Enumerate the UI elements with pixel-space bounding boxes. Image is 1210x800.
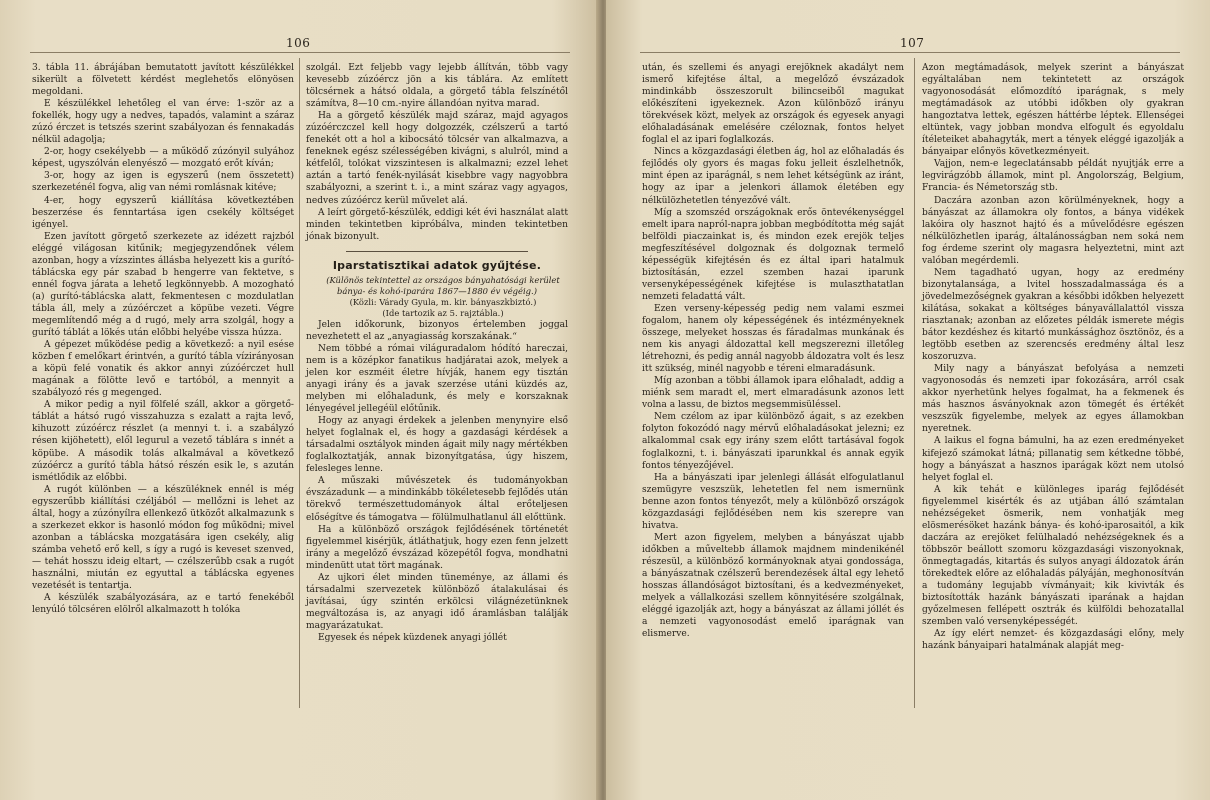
paragraph: Azon megtámadások, melyek szerint a bányászat egyáltalában nem tekintetett az országok vagyonosodását előmozdító iparágnak, s mely megtámadások az utóbbi időkben oly gyakran hangoztatva lettek, egészen háttérbe léptek. Ellenségei eltüntek, vagy jobban mondva elfogult és egyoldalu ítéleteiket abahagyták, mert a tények eléggé igazolják a bányaipar előnyös következményeit. [922, 63, 1184, 158]
paragraph: A készülék szabályozására, az e tartó fenekéből lenyúló tölcséren elölről alkalmazott h tolóka [32, 593, 294, 616]
section-author: (Közli: Várady Gyula, m. kir. bányaszkbiztó.) [349, 296, 537, 307]
header-rule [30, 52, 570, 53]
paragraph: 2-or, hogy csekélyebb — a működő zúzónyil sulyához képest, ugyszólván elenyésző — mozgató erőt kíván; [32, 147, 294, 170]
left-page [0, 0, 600, 800]
paragraph: Az ujkori élet minden tüneménye, az állami és társadalmi szervezetek különböző átalakulásai és javításai, úgy szintén erkölcsi világnézetünknek megváltozása is, az anyagi idő áramlásban találják magyarázatukat. [306, 572, 568, 631]
paragraph: Daczára azonban azon körülményeknek, hogy a bányászat az államokra oly fontos, a bánya vidékek lakóira oly hasznot hajtó és a művelődésre egészen nélkülözhetlen iparág, általánosságban nem soká nem fog érdeme szerint oly magasra helyeztetni, mint azt valóban megérdemli. [922, 195, 1184, 266]
paragraph: Nem tagadható ugyan, hogy az eredmény bizonytalansága, a lvitel hosszadalmassága és a jövedelmezőségnek gyakran a későbbi időkben helyezett kilátása, sokakat a költséges bányavállalattól vissza riasztanak; azonban az előzetes példák ismerete mégis bátor kezdéshez és kitartó munkássághoz ösztönöz, és a legtöbb esetben az szerencsés eredmény által lesz koszoruzva. [922, 267, 1184, 363]
right-column-2 [922, 62, 1184, 652]
paragraph: Ha a bányászati ipar jelenlegi állását elfogulatlanul szemügyre veszszük, lehetetlen fel nem ismernünk benne azon fontos tényezőt, mely a különböző országok közgazdasági fejlődésében nem kis szerepre van hivatva. [642, 472, 904, 531]
paragraph: A laikus el fogna bámulni, ha az ezen eredményeket kifejező számokat látná; pillanatig sem kétkedne többé, hogy a bányászat a hasznos iparágak közt nem utolsó helyet foglal el. [922, 436, 1184, 483]
paragraph: 3-or, hogy az igen is egyszerű (nem összetett) szerkezeténél fogva, alig van némi romlásnak kitéve; [32, 171, 294, 194]
left-column-1 [32, 62, 294, 616]
section-note: (Ide tartozik az 5. rajztábla.) [382, 307, 504, 318]
paragraph: A rugót különben — a készüléknek ennél is még egyszerűbb kiállítási czéljából — mellőzni is lehet az által, hogy a zúzónyílra ellenkező ütközőt alkalmazunk s a szerkezet ekkor is hasonló módon fog működni; mivel azonban a táblácska mozgatására igen csekély, alig számba vehető erő kell, s így a rugó is keveset szenved, — tehát hosszu ideig eltart, — czélszerűbb csak a rugót használni, miután ez egyuttal a táblácska egyenes vezetését is tentartja. [32, 484, 294, 592]
paragraph: Jelen időkorunk, bizonyos értelemben joggal nevezhetett el az „anyagiasság korszakának.“ [306, 319, 568, 342]
paragraph: A mikor pedig a nyil fölfelé száll, akkor a görgető-táblát a hátsó rugó visszahuzza s ezalatt a rajta levő, kihuzott zúzóércz részlet (a mennyi t. i. a szabályzó résen kijöhetett), elől legurul a vezető táblára s innét a köpübe. A második tolás alkalmával a következő zúzóércz a gurító tábla hátsó részén esik le, s azután ismétlődik az előbbi. [32, 400, 294, 483]
paragraph: A leírt görgető-készülék, eddigi két évi használat alatt minden tekintetben kipróbálva, minden tekintetben jónak bizonyult. [306, 207, 568, 242]
paragraph: E készülékkel lehetőleg el van érve: 1-ször az a fokellék, hogy ugy a nedves, tapadós, valamint a száraz zúzó érczet is tetszés szerint szabályozan és fennakadás nélkül adagolja; [32, 99, 294, 146]
paragraph: Ezen javított görgető szerkezete az idézett rajzból eléggé világosan kitűnik; megjegyzendőnek vélem azonban, hogy a vízszintes állásba helyezett kis a gurító-táblácska egy pár szabad b hengerre van fektetve, s ennél fogva járata a lehető legkönnyebb. A mozogható (a) gurító-táblácska alatt, fekmentesen c mozdulatlan tábla áll, mely a zúzóérczet a köpübe vezeti. Végre megemlítendő még a d rugó, mely arra szolgál, hogy a gurító táblát a lökés után előbbi helyébe vissza húzza. [32, 231, 294, 339]
paragraph: A kik tehát e különleges iparág fejlődését figyelemmel kisérték és az utjában álló számtalan nehézségeket ösmerik, nem vonhatják meg elösmerésöket hazánk bánya- és kohó-iparosaitól, a kik daczára az erejöket felülhaladó nehézségeknek és a többször beállott szomoru közgazdasági viszonyoknak, önmegtagadás, kitartás és sulyos anyagi áldozatok árán törekedtek előre az előhaladás pályáján, meghonosítván a tudomány legujabb vívmányait; kik kivivták és biztosították hazánk bányászati iparának a hajdan győzelmesen fellépett osztrák és külföldi behozatallal szemben való versenyképességét. [922, 484, 1184, 628]
paragraph: után, és szellemi és anyagi erejöknek akadályt nem ismerő kifejtése által, a megelőző évszázadok mindinkább összeszorult bilincseiből magukat előkészíteni igyekeznek. Azon különböző irányu törekvések közt, melyek az országok és egyesek anyagi előhaladásának emelésére czéloznak, fontos helyet foglal el az ipari foglalkozás. [642, 63, 904, 146]
paragraph: Nincs a közgazdasági életben ág, hol az előhaladás és fejlődés oly gyors és magas foku jelleit észlelhetnők, mint épen az iparágnál, s nem lehet kétségünk az iránt, hogy az ipar a jelenkori államok életében egy nélkülözhetetlen tényezővé vált. [642, 147, 904, 206]
paragraph: Az így elért nemzet- és közgazdasági előny, mely hazánk bányaipari hatalmának alapját meg- [922, 629, 1184, 652]
paragraph: 4-er, hogy egyszerű kiállítása következtében beszerzése és fenntartása igen csekély költséget igényel. [32, 195, 294, 230]
section-title: Iparstatisztikai adatok gyűjtése. [332, 258, 542, 272]
paragraph: Ezen verseny-képesség pedig nem valami eszmei fogalom, hanem oly képességének és intézményeknek összege, melyeket hosszas és fáradalmas munkának és nem kis anyagi áldozattal kell megszerezni illetőleg létrehozni, és pedig annál nagyobb áldozatra volt és lesz itt szükség, minél nagyobb e téreni elmaradásunk. [642, 303, 904, 375]
paragraph: Míg a szomszéd országoknak erős öntevékenységgel emelt ipara napról-napra jobban megbódította még saját belföldi piaczainkat is, és mindon ezek erejök teljes megfeszítésével dolgoznak és dolgoznak termelő képességük kifejtésén és ez által ipari hatalmuk biztosításán, ezzel szemben hazai iparunk versenyképességének kifejtése is mulaszthatatlan nemzeti feladattá vált. [642, 207, 904, 302]
paragraph: Nem czélom az ipar különböző ágait, s az ezekben folyton fokozódó nagy mérvű előhaladásokat jelezni; ez alkalommal csak egy irány szem előtt tartásával fogok foglalkozni, t. i. bányászati iparunkkal és annak egyik fontos tényezőjével. [642, 412, 904, 471]
page-number-left: 106 [286, 36, 311, 50]
column-rule [914, 58, 915, 708]
left-column-2 [306, 62, 568, 644]
column-rule [299, 58, 300, 708]
paragraph: szolgál. Ezt feljebb vagy lejebb állítván, több vagy kevesebb zúzóércz jön a kis táblára. Az említett tölcsérnek a hátsó oldala, a görgető tábla felszínétől számítva, 8—10 cm.-nyire állandóan nyitva marad. [306, 63, 568, 110]
page-number-right: 107 [900, 36, 925, 50]
paragraph: Ha a különböző országok fejlődésének történetét figyelemmel kisérjük, átláthatjuk, hogy ezen fenn jelzett irány a megelőző évszázad közepétől fogva, mondhatni mindenütt utat tört magának. [306, 524, 568, 571]
section-subtitle: (Különös tekintettel az országos bányahatósági kerület bánya- és kohó-iparára 1867—1880 év végéig.) [326, 274, 560, 296]
paragraph: Míg azonban a többi államok ipara előhaladt, addig a miénk sem maradt el, mert elmaradásunk azonos lett volna a lassu, de biztos megsemmisüléssel. [642, 376, 904, 411]
paragraph: Mily nagy a bányászat befolyása a nemzeti vagyonosodás és nemzeti ipar fokozására, arról csak akkor nyerhetünk helyes fogalmat, ha a fekmenek és más hasznos ásványoknak azon tömegét és értékét veszszük figyelembe, melyek az egyes államokban nyeretnek. [922, 364, 1184, 435]
paragraph: Ha a görgető készülék majd száraz, majd agyagos zúzóérczczel kell hogy dolgozzék, czélszerű a tartó fenekét ott a hol a kibocsátó tölcsér van alkalmazva, a feneknek egész szélességében kivágni, s alulról, mind a kétfelől, tolókat vizszintesen is alkalmazni; ezzel lehet aztán a tartó fenék-nyilását kisebbre vagy nagyobbra szabályozni, a szerint t. i., a mint száraz vagy agyagos, nedves zúzóércz kerül művelet alá. [306, 111, 568, 206]
paragraph: Mert azon figyelem, melyben a bányászat ujabb időkben a műveltebb államok majdnem mindenikénél részesül, a különböző kormányoknak atyai gondossága, a bányászatnak czélszerű berendezések által egy lehető hosszas állandóságot biztosítani, és a kedvezményeket, melyek a vállalkozási szellem könnyitésére szolgálnak, eléggé igazolják azt, hogy a bányászat az állami jóllét és a nemzeti vagyonosodást emelő iparágnak van elismerve. [642, 532, 904, 640]
paragraph: Vajjon, nem-e legeclatánsabb példát nyujtják erre a legvirágzóbb államok, mint pl. Angolország, Belgium, Francia- és Németország stb. [922, 159, 1184, 194]
paragraph: Nem többé a római világuradalom hódító hareczai, nem is a középkor fanatikus hadjáratai azok, melyek a jelen kor eszméit életre hívják, hanem egy tisztán anyagi irány és a javak szerzése utáni küzdés az, melyben mi előhaladunk, és mely e korszaknak lényegével jellegéül előtűnik. [306, 343, 568, 415]
section-divider [346, 251, 528, 252]
header-rule [640, 52, 1180, 53]
paragraph: A műszaki művészetek és tudományokban évszázadunk — a mindinkább tökéletesebb fejlődés után törekvő természettudományok által erőteljesen előségítve és támogatva — fölülmulhatlanul áll előttünk. [306, 476, 568, 523]
right-column-1 [642, 62, 904, 640]
paragraph: Hogy az anyagi érdekek a jelenben menynyire első helyet foglalnak el, és hogy a gazdasági kérdések a társadalmi osztályok minden ágait mily nagy mértékben foglalkoztatják, annak bizonyítgatása, úgy hiszem, felesleges lenne. [306, 416, 568, 475]
paragraph: A gépezet működése pedig a következő: a nyil esése közben f emelőkart érintvén, a gurító tábla vízirányosan a köpü felé vonatik és akkor annyi zúzóérczet hull magának a fölötte levő e tartóból, a mennyit a szabályozó rés g megenged. [32, 340, 294, 399]
right-page [606, 0, 1210, 800]
paragraph: Egyesek és népek küzdenek anyagi jóllét [318, 632, 507, 643]
paragraph: 3. tábla 11. ábrájában bemutatott javított készülékkel sikerült a fölvetett kérdést meglehetős elönyösen megoldani. [32, 63, 294, 98]
